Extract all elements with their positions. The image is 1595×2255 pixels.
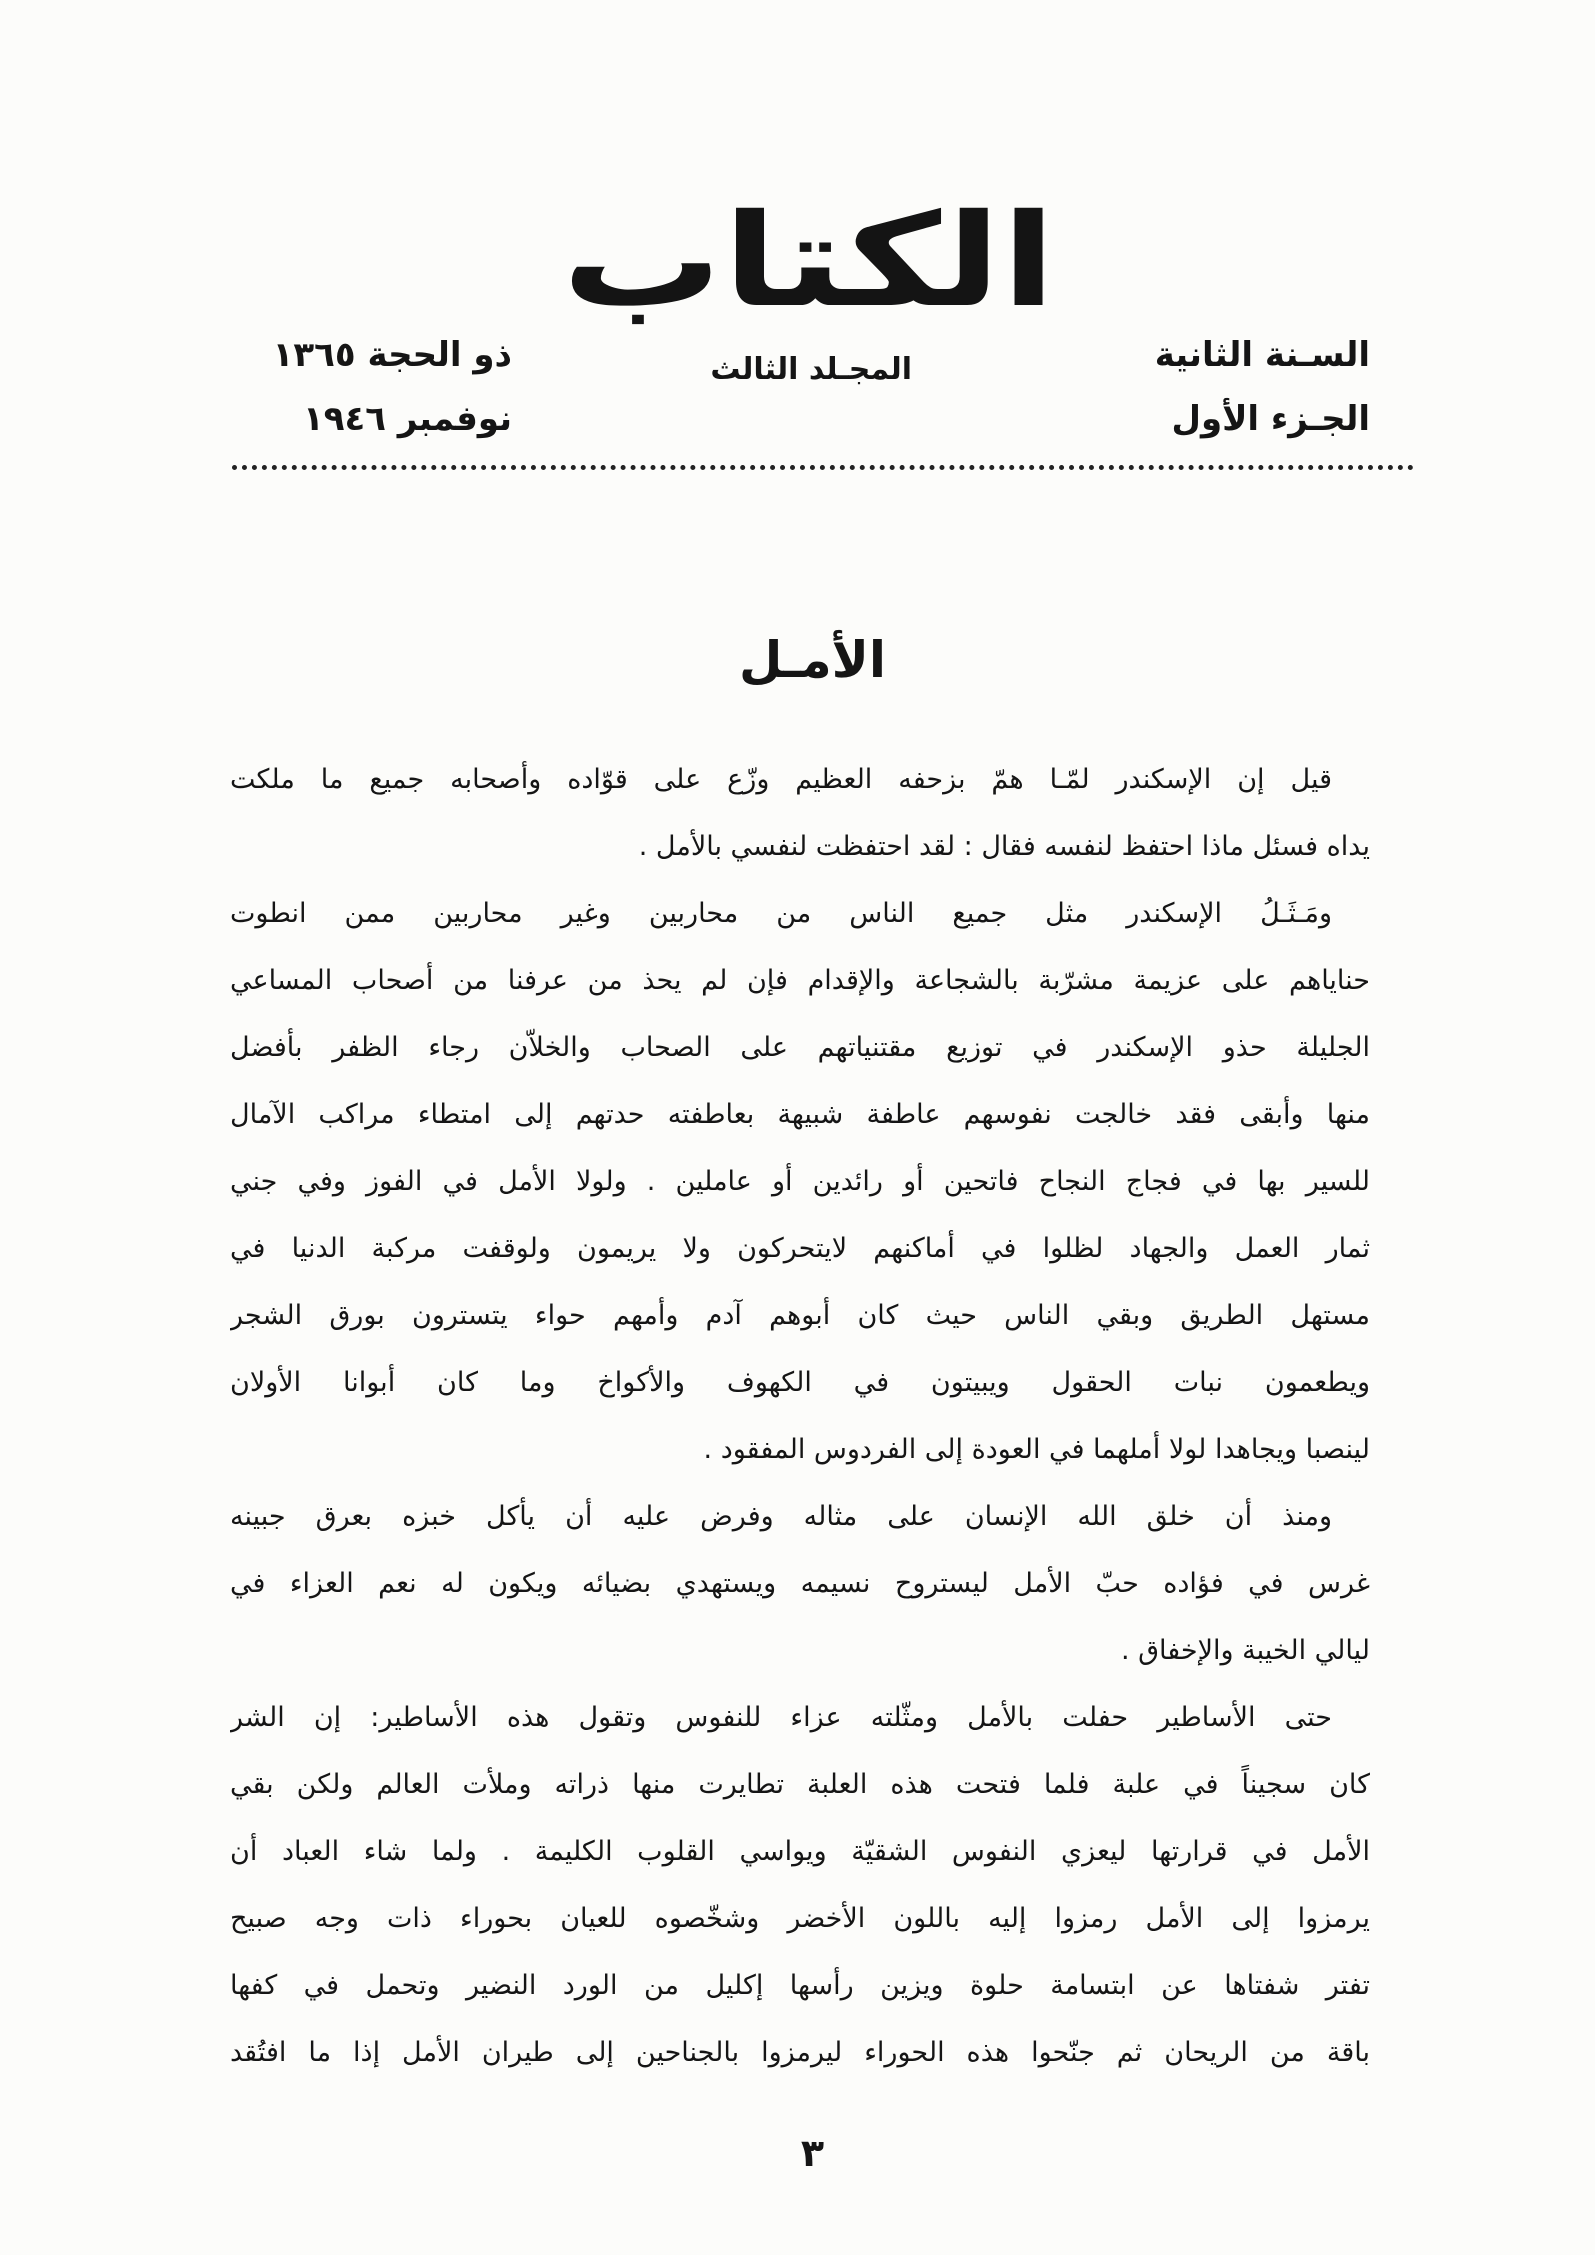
article-line: الأمل في قرارتها ليعزي النفوس الشقيّة ويواسي القلوب الكليمة . ولما شاء العباد أن [230,1836,1370,1867]
article-line: يرمزوا إلى الأمل رمزوا إليه باللون الأخضر وشخّصوه للعيان بحوراء ذات وجه صبيح [230,1903,1370,1934]
issue-year: السـنة الثانية [1154,335,1370,375]
article-line: حناياهم على عزيمة مشرّبة بالشجاعة والإقدام فإن لم يحذ من عرفنا من أصحاب المساعي [230,965,1370,996]
article-line: ومَـثَـلُ الإسكندر مثل جميع الناس من محاربين وغير محاربين ممن انطوت [230,898,1332,929]
magazine-logo: الكتاب [561,187,1056,336]
article-title: الأمـل [738,631,887,689]
article-line: قيل إن الإسكندر لمّـا همّ بزحفه العظيم وزّع على قوّاده وأصحابه جميع ما ملكت [230,764,1332,795]
article-line: مستهل الطريق وبقي الناس حيث كان أبوهم آدم وأمهم حواء يتسترون بورق الشجر [230,1300,1370,1331]
dotted-divider [232,465,1414,470]
article-line: باقة من الريحان ثم جنّحوا هذه الحوراء ليرمزوا بالجناحين إلى طيران الأمل إذا ما افتُقد [230,2037,1370,2068]
article-body [230,746,1370,2086]
article-line: ثمار العمل والجهاد لظلوا في أماكنهم لايتحركون ولا يريمون ولوقفت مركبة الدنيا في [230,1233,1370,1264]
article-paragraph [230,1483,1370,1684]
article-line: ويطعمون نبات الحقول ويبيتون في الكهوف والأكواخ وما كان أبوانا الأولان [230,1367,1370,1398]
article-line: لينصبا ويجاهدا لولا أملهما في العودة إلى الفردوس المفقود . [703,1434,1370,1465]
page-number: ٣ [800,2131,825,2175]
article-line: يداه فسئل ماذا احتفظ لنفسه فقال : لقد احتفظت لنفسي بالأمل . [638,831,1370,862]
article-line: حتى الأساطير حفلت بالأمل ومثّلته عزاء للنفوس وتقول هذه الأساطير: إن الشر [230,1702,1332,1733]
article-line: كان سجيناً في علبة فلما فتحت هذه العلبة تطايرت منها ذراته وملأت العالم ولكن بقي [230,1769,1370,1800]
article-line: منها وأبقى فقد خالجت نفوسهم عاطفة شبيهة بعاطفته حدتهم إلى امتطاء مراكب الآمال [230,1099,1370,1130]
article-line: تفتر شفتاها عن ابتسامة حلوة ويزين رأسها إكليل من الورد النضير وتحمل في كفها [230,1970,1370,2001]
issue-dates [250,323,512,451]
article-line: للسير بها في فجاج النجاح فاتحين أو رائدين أو عاملين . ولولا الأمل في الفوز وفي جني [230,1166,1370,1197]
article-line: ليالي الخيبة والإخفاق . [1120,1635,1370,1666]
article-line: ومنذ أن خلق الله الإنسان على مثاله وفرض عليه أن يأكل خبزه بعرق جبينه [230,1501,1332,1532]
volume-label: المجـلد الثالث [710,352,912,387]
article-paragraph [230,746,1370,880]
article-line: غرس في فؤاده حبّ الأمل ليستروح نسيمه ويستهدي بضيائه ويكون له نعم العزاء في [230,1568,1370,1599]
gregorian-date: نوفمبر ١٩٤٦ [302,399,512,439]
hijri-date: ذو الحجة ١٣٦٥ [272,335,512,375]
article-paragraph [230,880,1370,1483]
article-line: الجليلة حذو الإسكندر في توزيع مقتنياتهم على الصحاب والخلاّن رجاء الظفر بأفضل [230,1032,1370,1063]
issue-part: الجـزء الأول [1171,399,1370,439]
issue-info [1155,323,1370,451]
article-paragraph [230,1684,1370,2086]
